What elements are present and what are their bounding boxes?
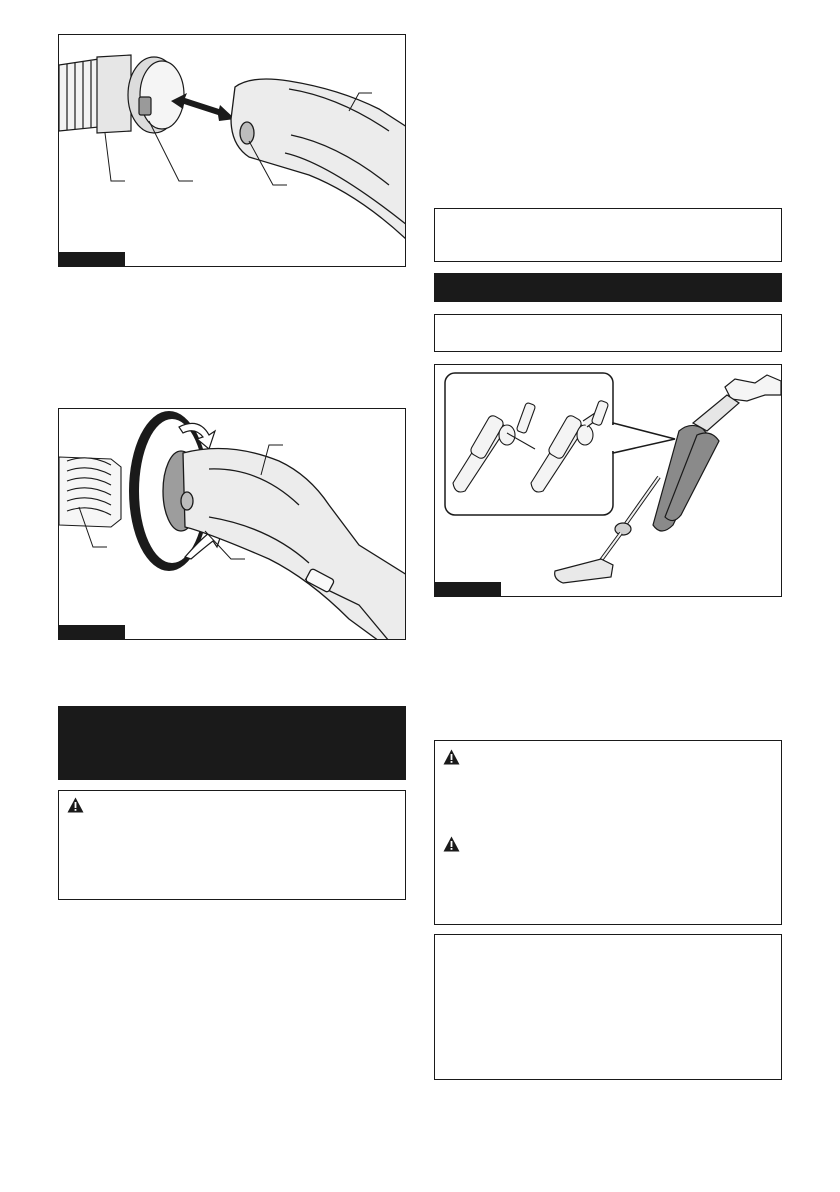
figure-nozzle-storage-drawing <box>435 365 782 597</box>
page-bottom-edge <box>0 1186 840 1192</box>
figure-nozzle-rotation <box>58 408 406 640</box>
note-box <box>434 314 782 352</box>
figure-hose-to-nozzle <box>58 34 406 267</box>
figure-nozzle-rotation-drawing <box>59 409 406 640</box>
warning-box <box>58 790 406 900</box>
warning-triangle-icon <box>443 836 460 852</box>
warning-triangle-icon <box>443 749 460 765</box>
figure-nozzle-storage <box>434 364 782 597</box>
figure-hose-to-nozzle-drawing <box>59 35 406 267</box>
note-box <box>434 208 782 262</box>
section-heading-bar <box>434 273 782 302</box>
warning-triangle-icon <box>67 797 84 813</box>
note-box <box>434 934 782 1080</box>
section-heading-bar <box>58 706 406 780</box>
figure-number-tab <box>59 252 125 266</box>
figure-number-tab <box>435 582 501 596</box>
figure-number-tab <box>59 625 125 639</box>
caution-box <box>434 740 782 925</box>
